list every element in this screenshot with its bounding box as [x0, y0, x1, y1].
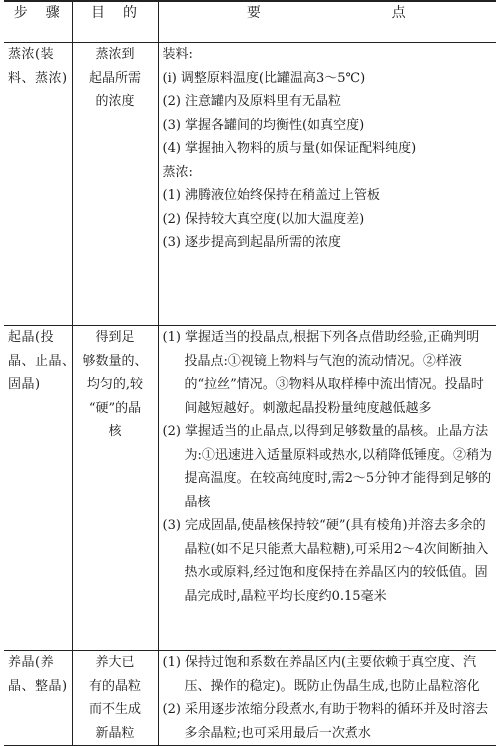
step-text: 养晶(养: [8, 655, 55, 670]
process-table: [4, 0, 496, 746]
goal-text: 新晶粒: [95, 725, 135, 741]
header-step: 步 骤: [4, 1, 72, 43]
list-item: (ⅰ) 调整原料温度(比罐温高3～5℃): [162, 70, 366, 86]
goal-text: 均匀的,较: [86, 377, 144, 392]
sub-heading: 装料:: [162, 47, 193, 62]
goal-text: “硬”的晶: [88, 400, 142, 416]
table-row: [4, 326, 496, 651]
header-points-b: 点: [391, 5, 408, 21]
step-cell: [4, 43, 72, 326]
header-points: [158, 1, 496, 43]
table-row: [4, 651, 496, 746]
goal-text: 而不生成: [88, 702, 141, 717]
points-cell: [158, 43, 496, 326]
table-row: [4, 43, 496, 326]
step-text: 起晶(投: [8, 330, 55, 345]
header-goal: 目 的: [72, 1, 158, 43]
list-item: (2) 采用逐步浓缩分段煮水,有助于物料的循环并及时溶去多余晶粒;也可采用最后一次煮水: [162, 702, 489, 741]
goal-cell: [72, 43, 158, 326]
table-header-row: [4, 1, 496, 43]
list-item: (2) 注意罐内及原料里有无晶粒: [162, 94, 342, 109]
list-item: (1) 掌握适当的投晶点,根据下列各点借助经验,正确判明投晶点:①视镜上物料与气泡的流动情况。②样液的“拉丝”情况。③物料从取样棒中流出情况。投晶时间越短越好。刺激起晶投粉量纯度越低越多: [162, 330, 484, 416]
list-item: (1) 沸腾液位始终保持在稍盖过上管板: [162, 188, 381, 203]
goal-text: 养大已: [95, 655, 135, 670]
step-text: 固晶): [8, 377, 41, 392]
list-item: (3) 逐步提高到起晶所需的浓度: [162, 235, 342, 250]
step-text: 料、蒸浓): [8, 70, 68, 86]
points-cell: [158, 651, 496, 746]
goal-cell: [72, 326, 158, 651]
points-cell: [158, 326, 496, 651]
step-text: 晶、整晶): [8, 678, 68, 694]
goal-text: 得到足: [95, 330, 135, 345]
goal-text: 核: [108, 424, 122, 439]
goal-text: 够数量的、: [82, 353, 148, 369]
list-item: (3) 完成固晶,使晶核保持较“硬”(具有棱角)并溶去多余的晶粒(如不足只能煮大晶粒糖),可采用2～4次间断抽入热水或原料,经过饱和度保持在养晶区内的较低值。固晶完成时,晶粒平均长度约0.15毫米: [162, 518, 489, 604]
goal-text: 起晶所需: [88, 70, 141, 86]
goal-text: 蒸浓到: [95, 47, 135, 62]
goal-text: 的浓度: [95, 94, 135, 109]
list-item: (3) 掌握各罐间的均衡性(如真空度): [162, 117, 365, 133]
list-item: (1) 保持过饱和系数在养晶区内(主要依赖于真空度、汽压、操作的稳定)。既防止伪晶生成,也防止晶粒溶化: [162, 655, 480, 694]
list-item: (2) 掌握适当的止晶点,以得到足够数量的晶核。止晶方法为:①迅速进入适量原料或热水,以稍降低锤度。②稍为提高温度。在较高纯度时,需2～5分钟才能得到足够的晶核: [162, 424, 493, 510]
sub-heading: 蒸浓:: [162, 164, 193, 180]
header-points-a: 要: [246, 5, 263, 21]
step-cell: [4, 651, 72, 746]
list-item: (4) 掌握抽入物料的质与量(如保证配料纯度): [162, 141, 417, 156]
goal-cell: [72, 651, 158, 746]
step-text: 蒸浓(装: [8, 47, 55, 62]
step-text: 晶、止晶、: [8, 353, 76, 369]
list-item: (2) 保持较大真空度(以加大温度差): [162, 211, 365, 227]
step-cell: [4, 326, 76, 651]
goal-text: 有的晶粒: [88, 678, 141, 694]
